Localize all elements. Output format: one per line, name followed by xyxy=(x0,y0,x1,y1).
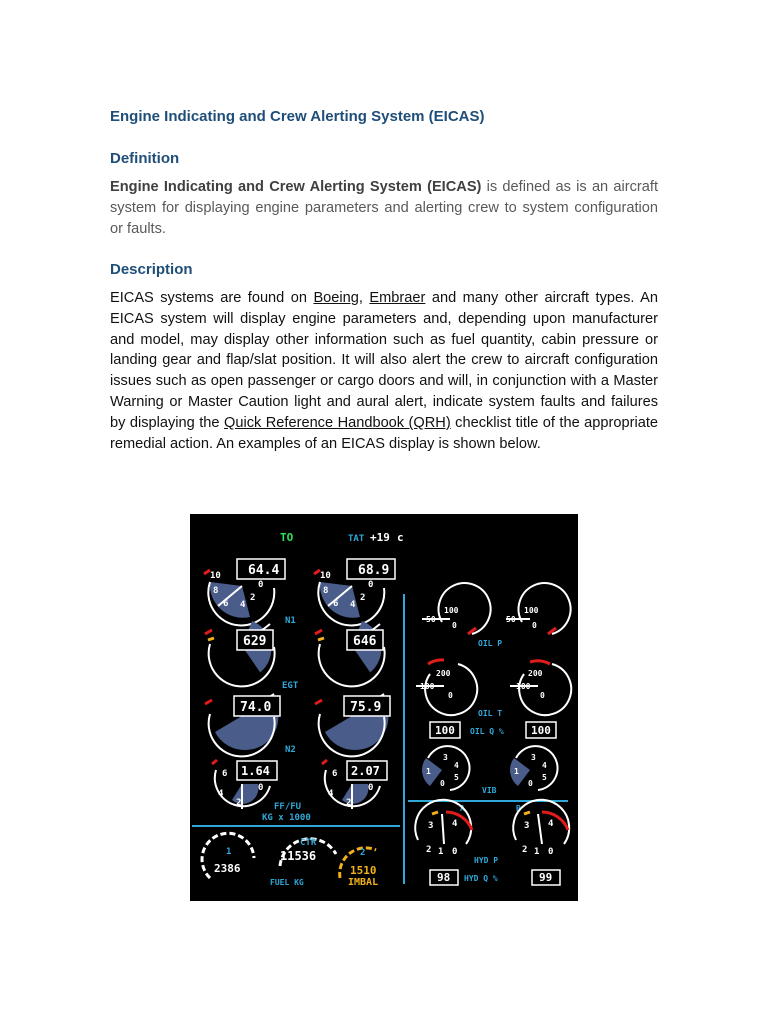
svg-text:1: 1 xyxy=(514,767,519,776)
svg-text:4: 4 xyxy=(218,789,224,799)
oil-t-right-gauge xyxy=(510,661,571,715)
fuel-ctr-gauge xyxy=(280,838,336,866)
svg-text:4: 4 xyxy=(350,600,356,610)
svg-text:2: 2 xyxy=(346,798,352,808)
svg-text:1: 1 xyxy=(534,847,540,857)
description-text-2: , xyxy=(358,290,370,306)
svg-text:3: 3 xyxy=(443,753,448,762)
svg-text:0: 0 xyxy=(440,779,445,788)
svg-text:0: 0 xyxy=(452,621,457,630)
svg-text:10: 10 xyxy=(320,571,331,581)
ff-unit: KG x 1000 xyxy=(262,813,311,823)
oil-p-left-gauge xyxy=(422,583,491,634)
svg-text:0: 0 xyxy=(258,783,264,793)
definition-term: Engine Indicating and Crew Alerting System (EICAS) xyxy=(110,179,482,195)
description-text-3: and many other aircraft types. An EICAS system will display engine parameters and, depending upon manufacturer and model, may display other information such as fuel quantity, cabin pressure or landing gear and flap/slat position. It will also alert the crew to aircraft configuration issues such as open passenger or cargo doors and will, in conjunction with a Master Warning or Master Caution light and aural alert, indicate system faults and failures by displaying the xyxy=(110,290,658,431)
n2-left-gauge xyxy=(205,694,280,756)
svg-text:0: 0 xyxy=(548,847,554,857)
svg-text:1: 1 xyxy=(426,767,431,776)
n1-right-gauge xyxy=(314,559,395,625)
n2-right-value: 75.9 xyxy=(350,700,382,715)
hyd-p-label: HYD P xyxy=(474,856,499,865)
fuel-imbal-label: IMBAL xyxy=(348,877,379,888)
thrust-mode-label: TO xyxy=(280,531,294,544)
oil-p-right-gauge xyxy=(506,583,571,634)
svg-text:8: 8 xyxy=(213,586,219,596)
vib-left-gauge xyxy=(422,746,470,790)
description-heading: Description xyxy=(110,261,193,278)
svg-text:3: 3 xyxy=(524,821,530,831)
svg-text:5: 5 xyxy=(542,773,547,782)
boeing-link[interactable]: Boeing xyxy=(313,290,359,306)
page-title: Engine Indicating and Crew Alerting System (EICAS) xyxy=(110,108,485,125)
tat-unit: c xyxy=(397,531,404,544)
svg-text:200: 200 xyxy=(528,669,543,678)
svg-text:5: 5 xyxy=(454,773,459,782)
egt-left-gauge xyxy=(205,618,279,687)
egt-right-gauge xyxy=(315,618,389,687)
svg-text:CTR: CTR xyxy=(300,838,317,848)
qrh-link[interactable]: Quick Reference Handbook (QRH) xyxy=(224,414,451,431)
svg-text:8: 8 xyxy=(323,586,329,596)
svg-text:0: 0 xyxy=(448,691,453,700)
svg-text:200: 200 xyxy=(436,669,451,678)
svg-text:6: 6 xyxy=(332,769,338,779)
svg-text:4: 4 xyxy=(452,819,458,829)
hyd-q-right-value: 99 xyxy=(539,871,553,884)
fuel-tank1-gauge xyxy=(202,833,254,878)
svg-text:1: 1 xyxy=(226,847,232,857)
svg-text:4: 4 xyxy=(454,761,459,770)
svg-text:4: 4 xyxy=(240,600,246,610)
svg-text:100: 100 xyxy=(524,606,539,615)
svg-text:0: 0 xyxy=(368,783,374,793)
svg-text:100: 100 xyxy=(420,682,435,691)
svg-text:3: 3 xyxy=(531,753,536,762)
definition-heading: Definition xyxy=(110,150,180,167)
ff-left-gauge xyxy=(212,760,277,809)
svg-text:2: 2 xyxy=(522,845,528,855)
ff-right-value: 2.07 xyxy=(351,764,380,778)
fuel-tank2-gauge xyxy=(340,848,378,888)
egt-label: EGT xyxy=(282,681,299,691)
svg-text:0: 0 xyxy=(540,691,545,700)
n1-right-value: 68.9 xyxy=(358,563,390,578)
svg-text:2: 2 xyxy=(236,798,242,808)
fuel-tank2-value: 1510 xyxy=(350,864,377,877)
n2-right-gauge xyxy=(315,694,390,756)
svg-text:0: 0 xyxy=(452,847,458,857)
hyd-q-left-value: 98 xyxy=(437,871,451,884)
n2-left-value: 74.0 xyxy=(240,700,272,715)
svg-text:50: 50 xyxy=(506,615,516,624)
oil-t-left-gauge xyxy=(416,660,477,715)
hyd-sys-a-label: A xyxy=(460,804,465,813)
description-text-1: EICAS systems are found on xyxy=(110,290,314,306)
svg-text:4: 4 xyxy=(548,819,554,829)
svg-text:1: 1 xyxy=(438,847,444,857)
vib-right-gauge xyxy=(510,746,558,790)
svg-text:10: 10 xyxy=(210,571,221,581)
svg-text:100: 100 xyxy=(444,606,459,615)
hyd-q-label: HYD Q % xyxy=(464,874,498,883)
svg-text:6: 6 xyxy=(222,769,228,779)
svg-text:0: 0 xyxy=(528,779,533,788)
svg-text:3: 3 xyxy=(428,821,434,831)
tat-label: TAT xyxy=(348,534,365,544)
ff-right-gauge xyxy=(322,760,387,809)
fuel-kg-label: FUEL KG xyxy=(270,878,304,887)
svg-text:6: 6 xyxy=(333,599,339,609)
svg-text:0: 0 xyxy=(532,621,537,630)
hyd-sys-b-label: B xyxy=(516,804,521,813)
n2-label: N2 xyxy=(285,745,296,755)
fuel-tank1-value: 2386 xyxy=(214,862,241,875)
oil-q-label: OIL Q % xyxy=(470,727,504,736)
svg-text:100: 100 xyxy=(516,682,531,691)
hyd-right-gauge xyxy=(513,800,569,857)
definition-paragraph xyxy=(110,177,658,239)
vib-label: VIB xyxy=(482,786,497,795)
description-paragraph xyxy=(110,288,658,454)
hyd-left-gauge xyxy=(415,800,472,857)
svg-text:6: 6 xyxy=(223,599,229,609)
n1-left-value: 64.4 xyxy=(248,563,280,578)
n1-label: N1 xyxy=(285,616,296,626)
oil-q-left-value: 100 xyxy=(435,724,455,737)
definition-text: is defined as is an aircraft system for displaying engine parameters and alerting crew to system configuration or faults. xyxy=(110,179,659,237)
svg-text:0: 0 xyxy=(368,580,374,590)
svg-text:2: 2 xyxy=(426,845,432,855)
egt-left-value: 629 xyxy=(243,634,267,649)
svg-text:4: 4 xyxy=(542,761,547,770)
ff-left-value: 1.64 xyxy=(241,764,270,778)
embraer-link[interactable]: Embraer xyxy=(369,290,426,306)
eicas-display-image xyxy=(190,514,578,901)
svg-text:2: 2 xyxy=(360,848,366,858)
oil-p-label: OIL P xyxy=(478,639,503,648)
n1-left-gauge xyxy=(204,559,285,625)
oil-q-right-value: 100 xyxy=(531,724,551,737)
svg-text:0: 0 xyxy=(258,580,264,590)
svg-text:2: 2 xyxy=(360,593,366,603)
fuel-ctr-value: 11536 xyxy=(280,849,317,863)
tat-value: +19 xyxy=(370,531,390,544)
svg-text:2: 2 xyxy=(250,593,256,603)
description-text-4: checklist title of the appropriate remedial action. An examples of an EICAS display is shown below. xyxy=(110,414,658,452)
ff-label: FF/FU xyxy=(274,802,302,812)
oil-t-label: OIL T xyxy=(478,709,503,718)
egt-right-value: 646 xyxy=(353,634,377,649)
svg-text:4: 4 xyxy=(328,789,334,799)
svg-text:50: 50 xyxy=(426,615,436,624)
